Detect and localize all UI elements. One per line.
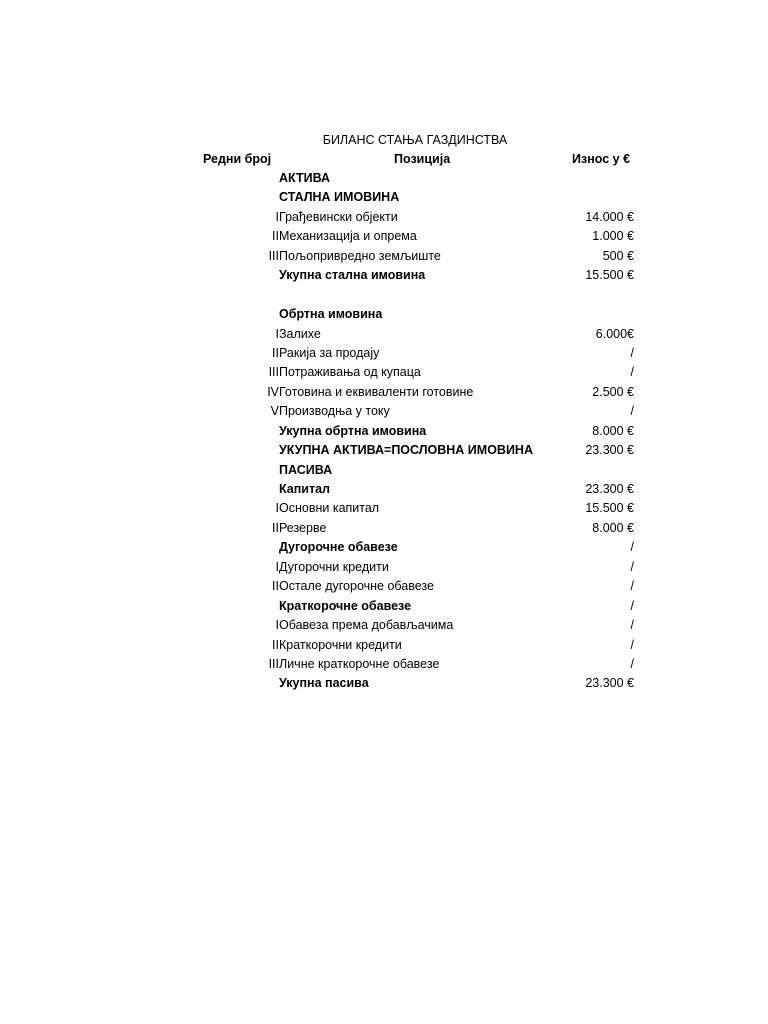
table-row	[0, 266, 768, 285]
table-row	[0, 363, 768, 382]
row-number: I	[275, 209, 279, 224]
row-label: Укупна обртна имовина	[279, 423, 427, 438]
row-amount: 8.000 €	[592, 423, 634, 438]
row-amount: 15.500 €	[585, 268, 634, 283]
table-row	[0, 286, 768, 305]
row-label: Грађевински објекти	[279, 209, 398, 224]
document-title: БИЛАНС СТАЊА ГАЗДИНСТВА	[322, 133, 508, 147]
row-amount: /	[630, 345, 634, 360]
row-number: II	[272, 520, 279, 535]
table-row	[0, 558, 768, 577]
table-row	[0, 597, 768, 616]
row-number: I	[275, 618, 279, 633]
table-row	[0, 674, 768, 693]
table-row	[0, 325, 768, 344]
row-label: Потраживања од купаца	[279, 365, 421, 380]
row-amount: /	[630, 365, 634, 380]
row-label: Дугорочне обавезе	[279, 540, 398, 555]
table-row	[0, 461, 768, 480]
table-row	[0, 422, 768, 441]
row-number: II	[272, 579, 279, 594]
row-label: СТАЛНА ИМОВИНА	[279, 190, 400, 205]
row-amount: 14.000 €	[585, 209, 634, 224]
row-label: Пољопривредно земљиште	[279, 248, 441, 263]
row-label: Укупна пасива	[279, 676, 369, 691]
table-row	[0, 519, 768, 538]
row-label: Остале дугорочне обавезе	[279, 579, 434, 594]
table-row	[0, 441, 768, 460]
row-label: ПАСИВА	[279, 462, 333, 477]
row-label: АКТИВА	[279, 171, 331, 185]
row-amount: /	[630, 579, 634, 594]
row-number: I	[275, 559, 279, 574]
table-row	[0, 383, 768, 402]
table-row	[0, 480, 768, 499]
row-number: III	[268, 248, 279, 263]
row-label: Краткорочни кредити	[279, 637, 402, 652]
row-number: II	[272, 345, 279, 360]
row-amount: 6.000€	[595, 326, 634, 341]
row-label: Укупна стална имовина	[279, 268, 426, 283]
row-label: Краткорочне обавезе	[279, 598, 412, 613]
header-number: Редни број	[203, 152, 272, 166]
table-row	[0, 538, 768, 557]
row-amount: /	[630, 598, 634, 613]
row-amount: /	[630, 618, 634, 633]
row-label: Основни капитал	[279, 501, 380, 516]
row-amount: 15.500 €	[585, 501, 634, 516]
table-row	[0, 499, 768, 518]
table-row	[0, 616, 768, 635]
row-amount: 500 €	[602, 248, 634, 263]
row-number: I	[275, 501, 279, 516]
row-number: III	[268, 365, 279, 380]
table-row	[0, 208, 768, 227]
table-row	[0, 169, 768, 188]
row-amount: 23.300 €	[585, 482, 634, 496]
row-label: Готовина и еквиваленти готовине	[279, 384, 474, 399]
row-number: II	[272, 229, 279, 244]
table-row	[0, 636, 768, 655]
table-row	[0, 577, 768, 596]
row-label: Капитал	[279, 482, 330, 496]
row-number: I	[275, 326, 279, 341]
table-header	[0, 150, 768, 169]
row-amount: 23.300 €	[585, 676, 634, 691]
row-label: Ракија за продају	[279, 345, 380, 360]
balance-table	[0, 169, 768, 694]
table-row	[0, 188, 768, 207]
table-row	[0, 247, 768, 266]
row-number: IV	[267, 384, 279, 399]
table-row	[0, 227, 768, 246]
row-amount: /	[630, 540, 634, 555]
row-amount: /	[630, 656, 634, 671]
header-position: Позиција	[394, 152, 451, 166]
row-number: II	[272, 637, 279, 652]
row-label: Обавеза према добављачима	[279, 618, 454, 633]
row-number: V	[270, 404, 279, 419]
row-amount: /	[630, 404, 634, 419]
table-row	[0, 402, 768, 421]
table-row	[0, 655, 768, 674]
row-amount: 8.000 €	[592, 520, 634, 535]
row-amount: 1.000 €	[592, 229, 634, 244]
row-number: III	[268, 656, 279, 671]
row-label: Залихе	[279, 326, 321, 341]
row-label: Дугорочни кредити	[279, 559, 389, 574]
table-row	[0, 344, 768, 363]
row-amount: /	[630, 559, 634, 574]
row-label: Резерве	[279, 520, 327, 535]
row-amount: 2.500 €	[592, 384, 634, 399]
row-label: Личне краткорочне обавезе	[279, 656, 440, 671]
header-amount: Износ у €	[572, 152, 631, 166]
row-amount: /	[630, 637, 634, 652]
row-amount: 23.300 €	[585, 443, 634, 458]
row-label: Производња у току	[279, 404, 390, 419]
table-row	[0, 305, 768, 324]
row-label: УКУПНА АКТИВА=ПОСЛОВНА ИМОВИНА	[279, 443, 533, 458]
row-label: Обртна имовина	[279, 307, 383, 322]
row-label: Механизација и опрема	[279, 229, 417, 244]
